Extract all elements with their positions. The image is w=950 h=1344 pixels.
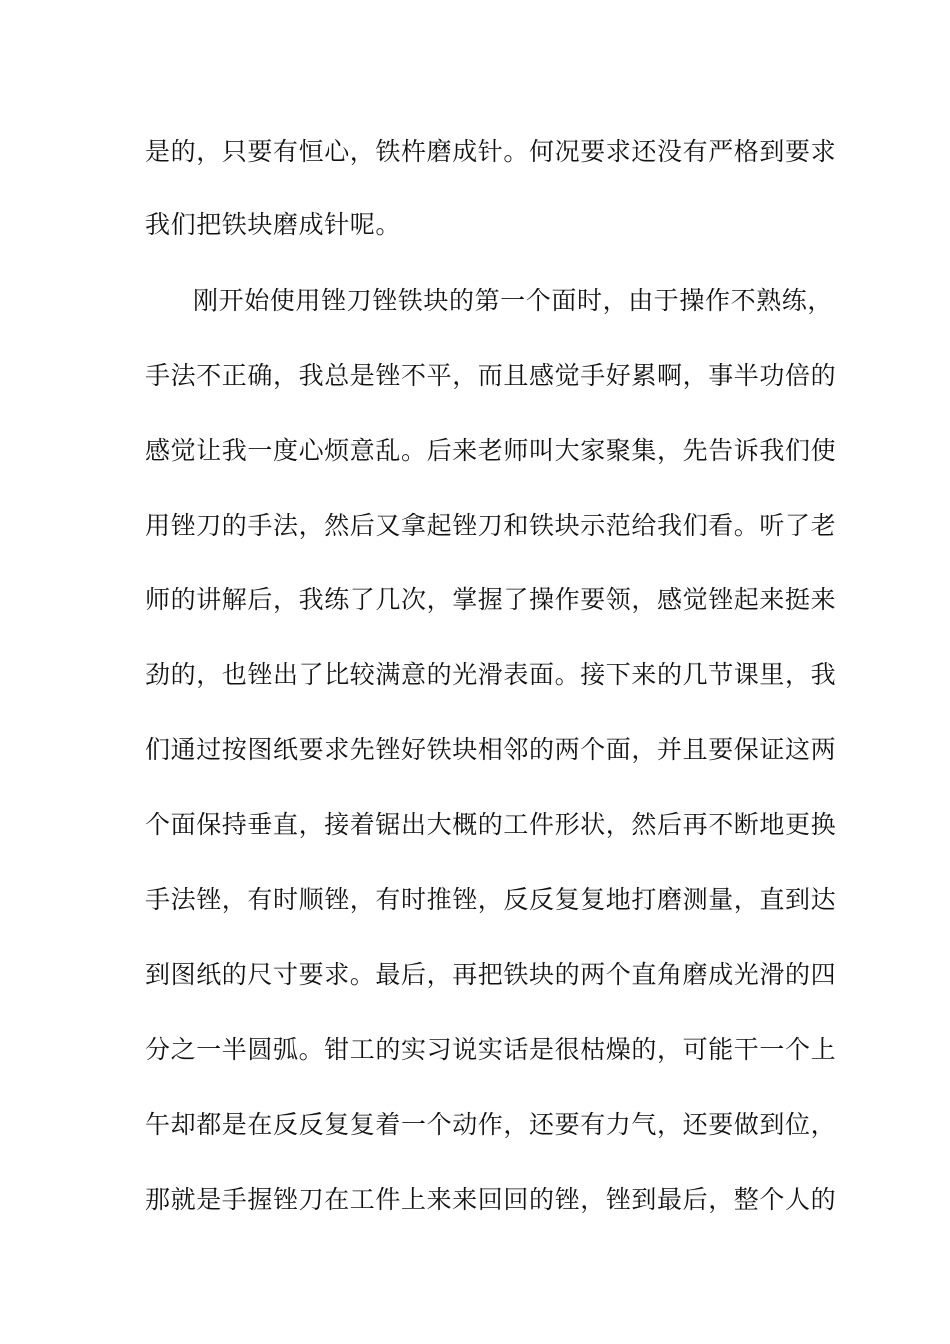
text-line: 用锉刀的手法，然后又拿起锉刀和铁块示范给我们看。听了老 [145,511,837,540]
text-line: 那就是手握锉刀在工件上来来回回的锉，锉到最后，整个人的 [145,1185,837,1214]
text-line: 我们把铁块磨成针呢。 [145,210,402,239]
text-line: 手法锉，有时顺锉，有时推锉，反反复复地打磨测量，直到达 [145,885,837,914]
text-line: 劲的，也锉出了比较满意的光滑表面。接下来的几节课里，我 [145,660,837,689]
text-line: 感觉让我一度心烦意乱。后来老师叫大家聚集，先告诉我们使 [145,436,837,465]
text-line: 是的，只要有恒心，铁杵磨成针。何况要求还没有严格到要求 [145,137,837,166]
text-line: 分之一半圆弧。钳工的实习说实话是很枯燥的，可能干一个上 [145,1035,837,1064]
text-line: 手法不正确，我总是锉不平，而且感觉手好累啊，事半功倍的 [145,361,837,390]
paragraph-first-line: 刚开始使用锉刀锉铁块的第一个面时，由于操作不熟练， [193,286,834,315]
text-line: 到图纸的尺寸要求。最后，再把铁块的两个直角磨成光滑的四 [145,960,837,989]
text-line: 师的讲解后，我练了几次，掌握了操作要领，感觉锉起来挺来 [145,585,837,614]
text-line: 午却都是在反反复复着一个动作，还要有力气，还要做到位， [145,1110,837,1139]
text-line: 们通过按图纸要求先锉好铁块相邻的两个面，并且要保证这两 [145,735,837,764]
text-line: 个面保持垂直，接着锯出大概的工件形状，然后再不断地更换 [145,810,837,839]
